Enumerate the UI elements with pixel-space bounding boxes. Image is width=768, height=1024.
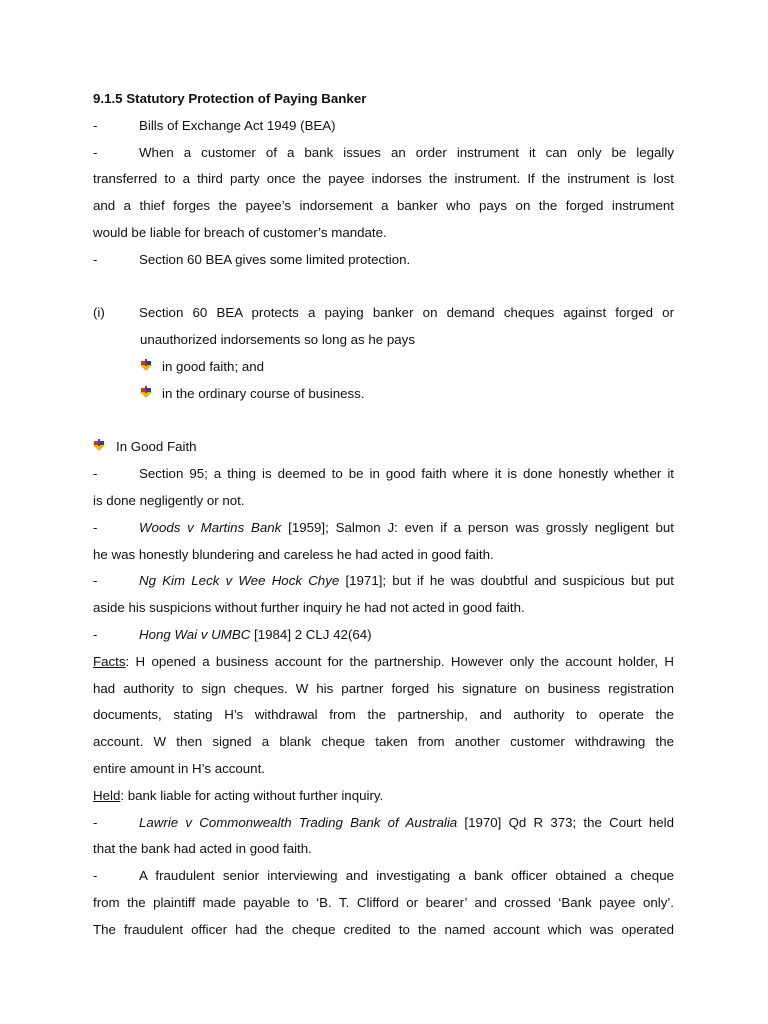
text-line: is done negligently or not. — [93, 492, 245, 508]
paragraph-bea: - Bills of Exchange Act 1949 (BEA) — [93, 113, 674, 140]
text-line: from the plaintiff made payable to ‘B. T. Clifford or bearer’ and crossed ‘Bank payee only’. — [93, 894, 674, 910]
held-label: Held — [93, 787, 121, 803]
document-body — [93, 86, 674, 944]
section-heading: 9.1.5 Statutory Protection of Paying Banker — [93, 91, 367, 106]
list-marker: (i) — [93, 305, 105, 321]
text-line: aside his suspicions without further inquiry he had not acted in good faith. — [93, 600, 525, 616]
dash-marker: - — [93, 144, 98, 160]
case-hong-wai: - Hong Wai v UMBC [1984] 2 CLJ 42(64) — [93, 622, 674, 649]
arrow-bullet-icon — [93, 434, 116, 461]
dash-marker: - — [93, 117, 98, 133]
case-name: Ng Kim Leck v Wee Hock Chye — [139, 573, 340, 589]
arrow-bullet-icon — [140, 381, 162, 408]
dash-marker: - — [93, 519, 98, 535]
text-line: transferred to a third party once the payee indorses the instrument. If the instrument is lost — [93, 171, 674, 187]
bullet-good-faith: in good faith; and — [93, 354, 674, 381]
held-line: Held: bank liable for acting without further inquiry. — [93, 787, 384, 803]
case-name: Hong Wai v UMBC — [139, 626, 251, 642]
text-line: documents, stating H’s withdrawal from the partnership, and authority to operate the — [93, 707, 674, 723]
case-name: Woods v Martins Bank — [139, 519, 282, 535]
facts-line: Facts: H opened a business account for the partnership. However only the account holder, H — [93, 653, 674, 669]
dash-marker: - — [93, 868, 98, 884]
text-line: and a thief forges the payee’s indorsement a banker who pays on the forged instrument — [93, 198, 674, 214]
dash-marker: - — [93, 573, 98, 589]
paragraph-fraudulent-officer: - A fraudulent senior interviewing and investigating a bank officer obtained a cheque — [93, 863, 674, 890]
arrow-bullet-icon — [140, 354, 162, 381]
facts-label: Facts — [93, 653, 126, 669]
dash-marker: - — [93, 466, 98, 482]
dash-marker: - — [93, 626, 98, 642]
paragraph-section-60: - Section 60 BEA gives some limited protection. — [93, 247, 674, 274]
text-line: had authority to sign cheques. W his partner forged his signature on business registration — [93, 680, 674, 696]
subheading-good-faith: In Good Faith — [93, 434, 674, 461]
case-lawrie: - Lawrie v Commonwealth Trading Bank of Australia [1970] Qd R 373; the Court held — [93, 810, 674, 837]
paragraph-order-instrument: - When a customer of a bank issues an order instrument it can only be legally — [93, 140, 674, 167]
text-line: entire amount in H’s account. — [93, 760, 265, 776]
text-line: that the bank had acted in good faith. — [93, 841, 312, 857]
paragraph-section-95: - Section 95; a thing is deemed to be in good faith where it is done honestly whether it — [93, 461, 674, 488]
list-item-i: (i) Section 60 BEA protects a paying banker on demand cheques against forged or — [93, 300, 674, 327]
text-line: he was honestly blundering and careless he had acted in good faith. — [93, 546, 494, 562]
text-line: unauthorized indorsements so long as he pays — [140, 332, 415, 348]
text-line: account. W then signed a blank cheque taken from another customer withdrawing the — [93, 734, 674, 750]
bullet-ordinary-course: in the ordinary course of business. — [93, 381, 674, 408]
dash-marker: - — [93, 251, 98, 267]
dash-marker: - — [93, 814, 98, 830]
text-line: The fraudulent officer had the cheque credited to the named account which was operated — [93, 921, 674, 937]
case-name: Lawrie v Commonwealth Trading Bank of Australia — [139, 814, 458, 830]
case-ng-kim-leck: - Ng Kim Leck v Wee Hock Chye [1971]; but if he was doubtful and suspicious but put — [93, 568, 674, 595]
text-line: would be liable for breach of customer’s mandate. — [93, 224, 387, 240]
case-woods: - Woods v Martins Bank [1959]; Salmon J: even if a person was grossly negligent but — [93, 515, 674, 542]
